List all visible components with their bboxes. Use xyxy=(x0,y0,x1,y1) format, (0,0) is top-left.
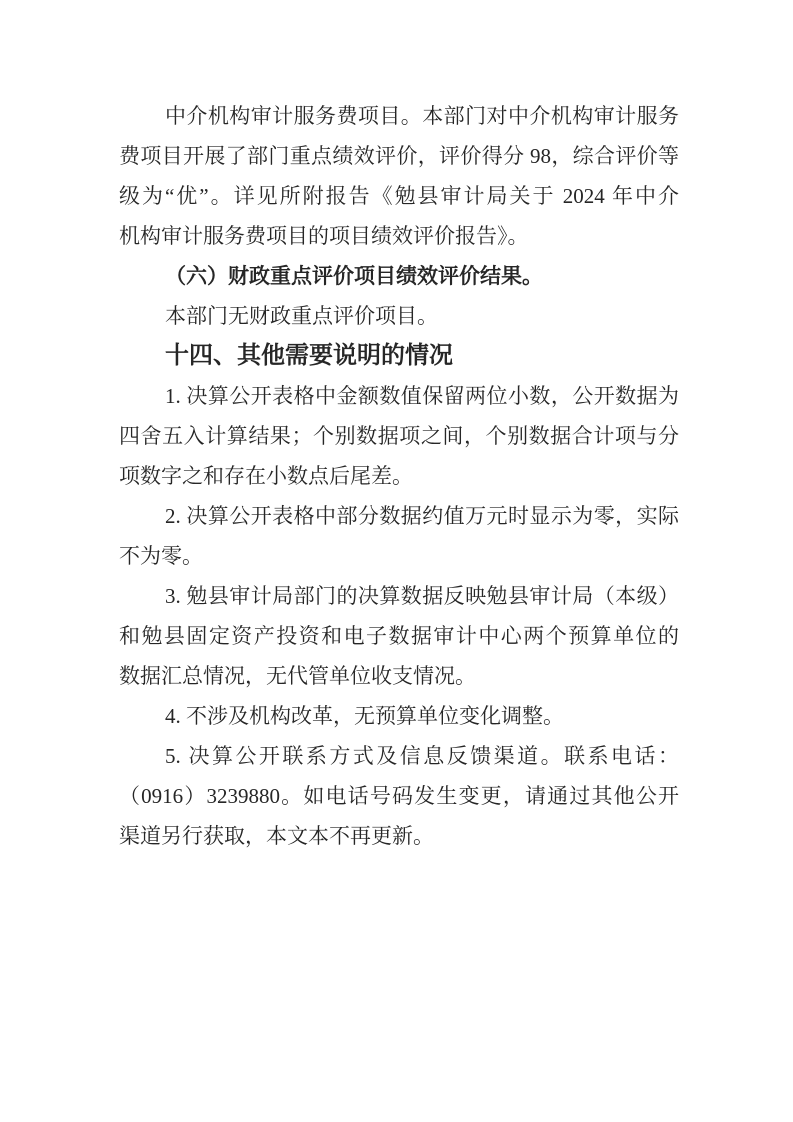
paragraph-line: 3. 勉县审计局部门的决算数据反映勉县审计局（本级） xyxy=(165,584,679,608)
paragraph-line: 渠道另行获取，本文本不再更新。 xyxy=(119,824,434,848)
paragraph-line: 4. 不涉及机构改革，无预算单位变化调整。 xyxy=(165,704,564,728)
paragraph-line: 和勉县固定资产投资和电子数据审计中心两个预算单位的 xyxy=(119,624,679,648)
paragraph-line: 5. 决算公开联系方式及信息反馈渠道。联系电话： xyxy=(165,744,679,768)
paragraph-line: 级为“优”。详见所附报告《勉县审计局关于 2024 年中介 xyxy=(119,184,679,208)
paragraph-line: 不为零。 xyxy=(119,544,203,568)
section-heading: 十四、其他需要说明的情况 xyxy=(165,342,453,369)
subsection-heading: （六）财政重点评价项目绩效评价结果。 xyxy=(165,264,543,288)
paragraph-line: （0916）3239880。如电话号码发生变更，请通过其他公开 xyxy=(119,784,679,808)
document-body xyxy=(119,96,679,856)
paragraph-line: 本部门无财政重点评价项目。 xyxy=(165,304,438,328)
paragraph-line: 四舍五入计算结果；个别数据项之间，个别数据合计项与分 xyxy=(119,424,679,448)
paragraph-line: 项数字之和存在小数点后尾差。 xyxy=(119,464,413,488)
paragraph-line: 2. 决算公开表格中部分数据约值万元时显示为零，实际 xyxy=(165,504,679,528)
paragraph-line: 费项目开展了部门重点绩效评价，评价得分 98，综合评价等 xyxy=(119,144,679,168)
paragraph-line: 中介机构审计服务费项目。本部门对中介机构审计服务 xyxy=(165,104,679,128)
paragraph-line: 数据汇总情况，无代管单位收支情况。 xyxy=(119,664,476,688)
paragraph-line: 1. 决算公开表格中金额数值保留两位小数，公开数据为 xyxy=(165,384,679,408)
paragraph-line: 机构审计服务费项目的项目绩效评价报告》。 xyxy=(119,224,529,248)
